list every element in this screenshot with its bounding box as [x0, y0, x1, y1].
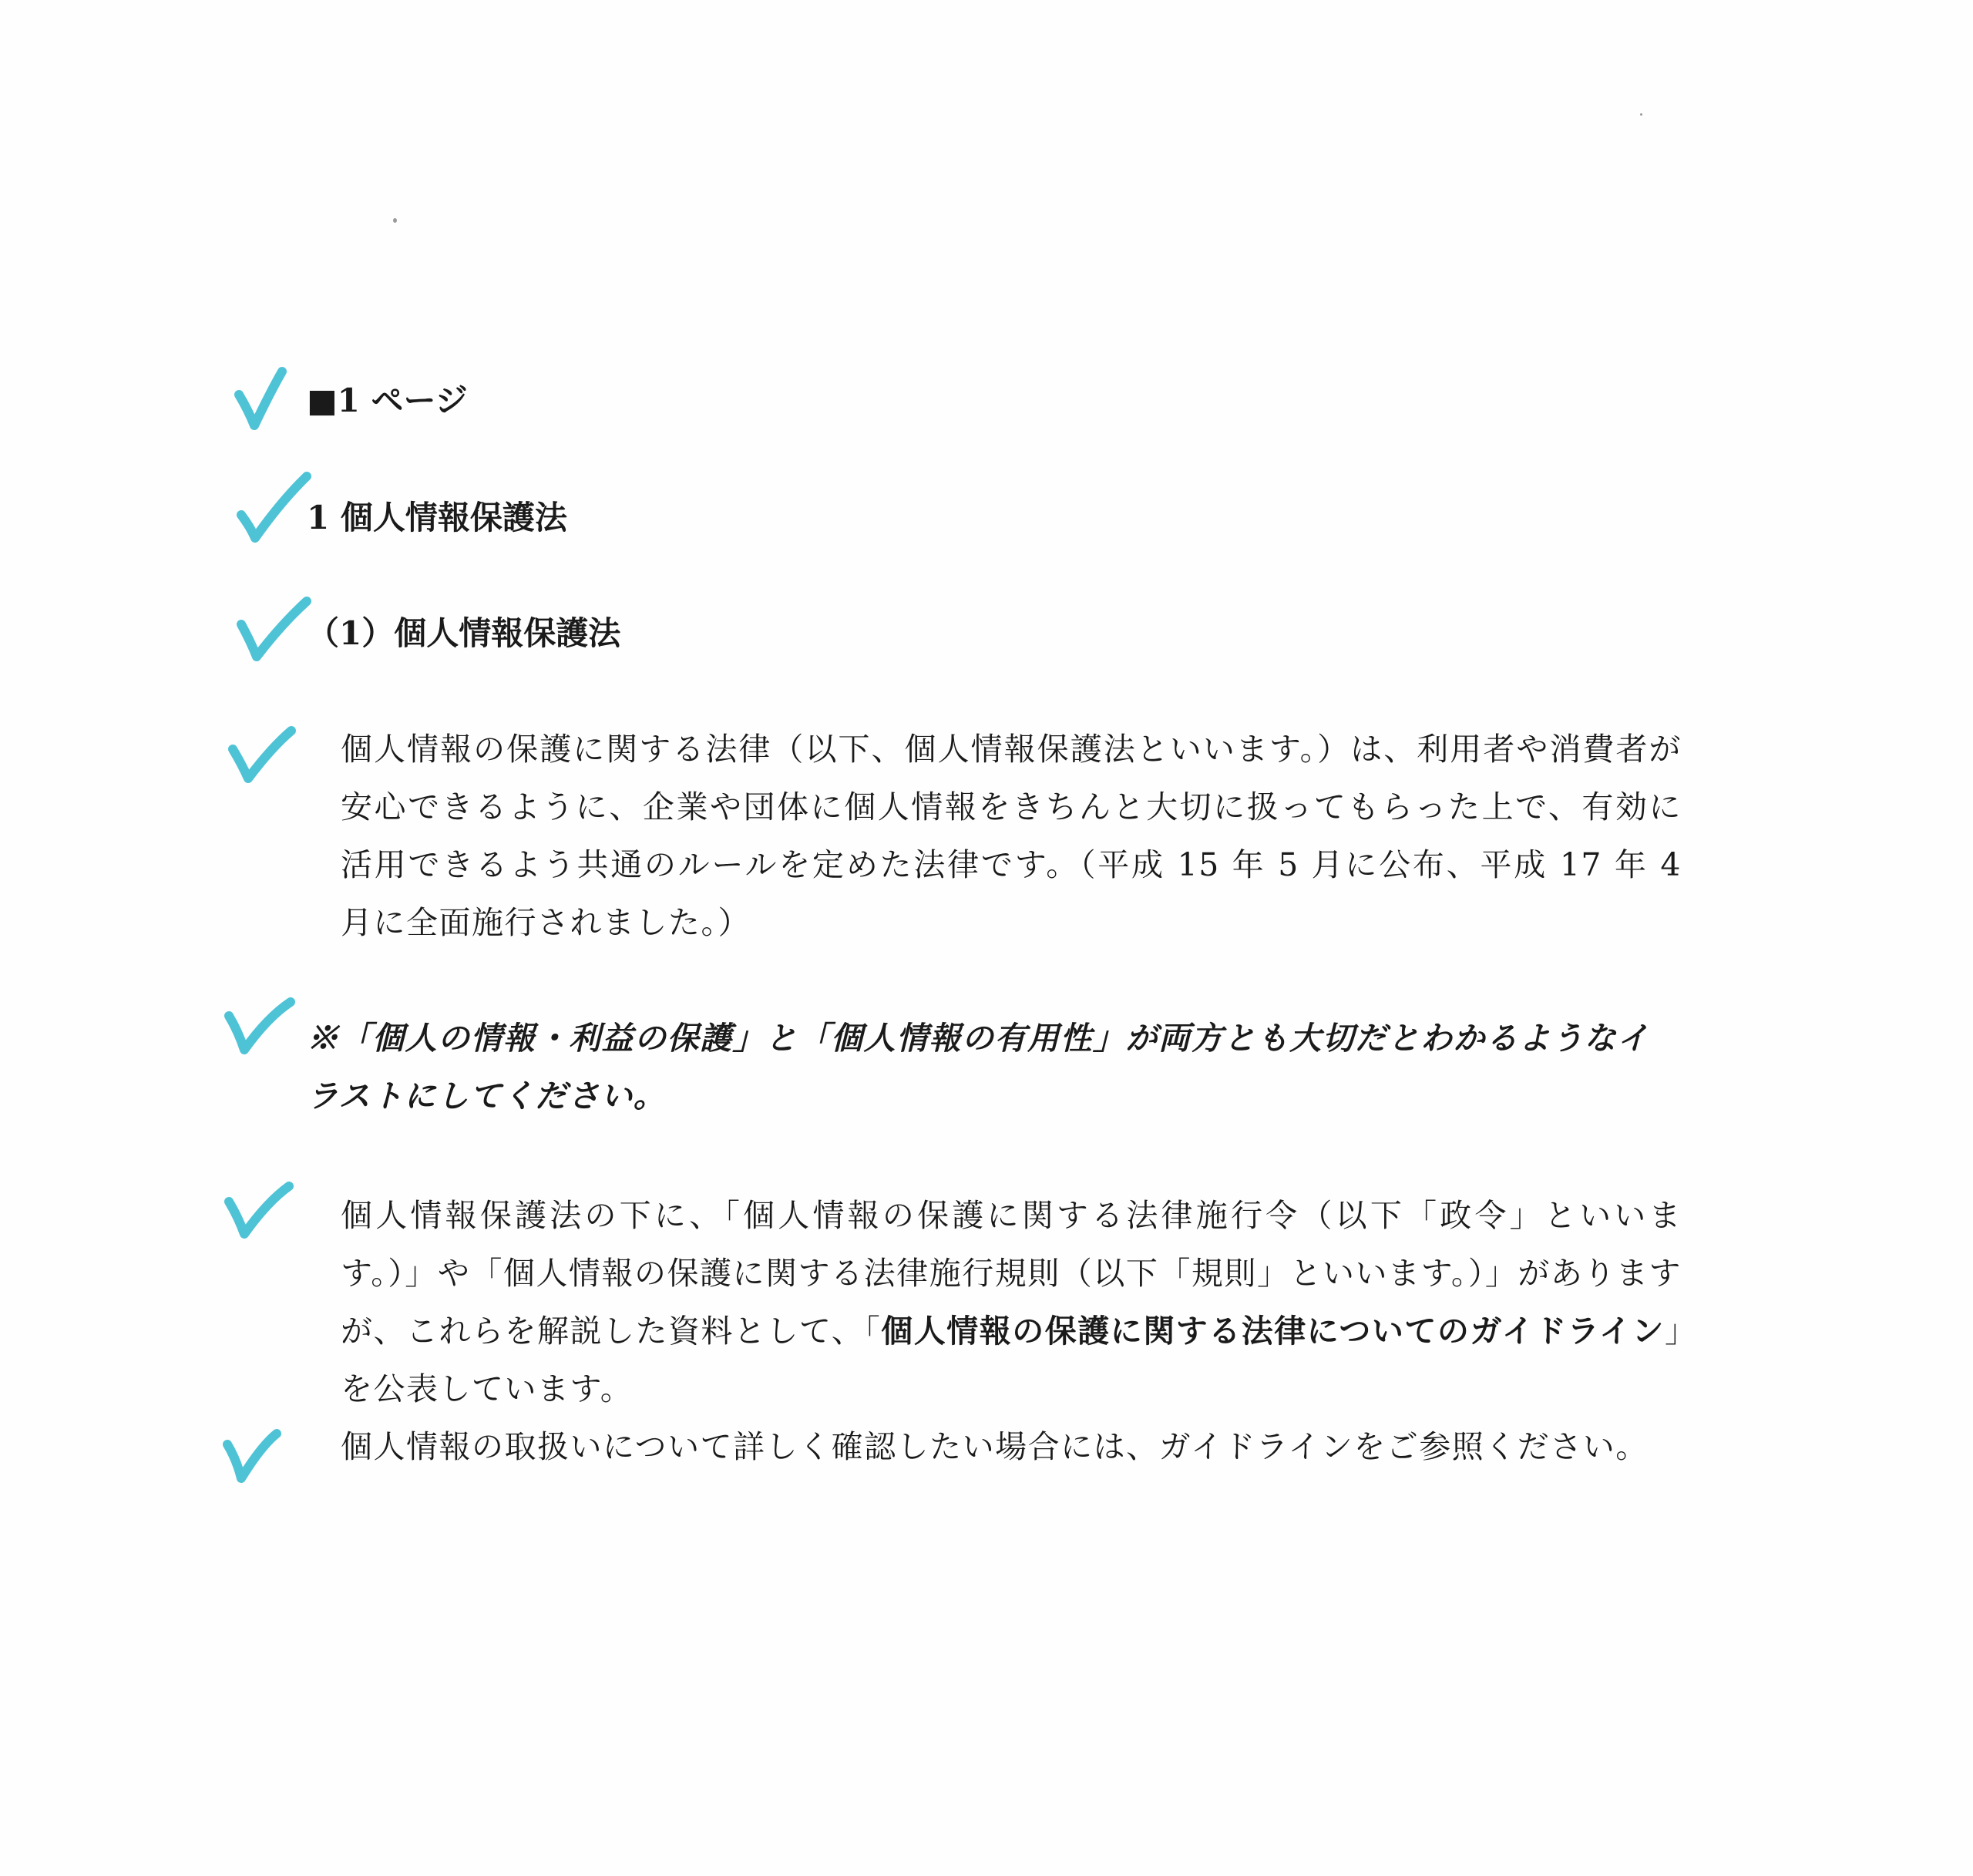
checkmark-icon	[224, 717, 308, 794]
illustration-note: ※「個人の情報・利益の保護」と「個人情報の有用性」が両方とも大切だとわかるようなイラストにしてください。	[307, 1020, 1650, 1115]
section-heading: （1）個人情報保護法	[307, 614, 621, 652]
page-heading: ■1 ページ	[307, 382, 468, 419]
guideline-title: 個人情報の保護に関する法律についてのガイドライン	[881, 1313, 1665, 1350]
paragraph-overview: 個人情報の保護に関する法律（以下、個人情報保護法といいます。）は、利用者や消費者が安心できるように、企業や団体に個人情報をきちんと大切に扱ってもらった上で、有効に活用できるよう共通のルールを定めた法律です。（平成 15 年 5 月に公布、平成 17 年 4 月に全面施行されました。）	[341, 731, 1682, 941]
checkmark-icon	[220, 994, 304, 1071]
paragraph-reference: 個人情報の取扱いについて詳しく確認したい場合には、ガイドラインをご参照ください。	[341, 1428, 1649, 1465]
checkmark-icon	[220, 1175, 304, 1252]
checkmark-icon	[218, 1418, 303, 1495]
checkmark-icon	[230, 362, 314, 439]
checkmark-icon	[234, 470, 318, 547]
chapter-heading: 1 個人情報保護法	[307, 499, 567, 536]
guideline-text-before: 個人情報保護法の下に、「個人情報の保護に関する法律施行令（以下「政令」といいます。）」や「個人情報の保護に関する法律施行規則（以下「規則」といいます。）」がありますが、これらを解説した資料として、「	[341, 1197, 1682, 1350]
scan-speck	[1640, 113, 1642, 116]
paragraph-guideline	[307, 1187, 1682, 1418]
checkmark-icon	[234, 593, 318, 671]
scan-speck	[393, 218, 397, 223]
guideline-text-after: 」を公表しています。	[341, 1313, 1682, 1407]
